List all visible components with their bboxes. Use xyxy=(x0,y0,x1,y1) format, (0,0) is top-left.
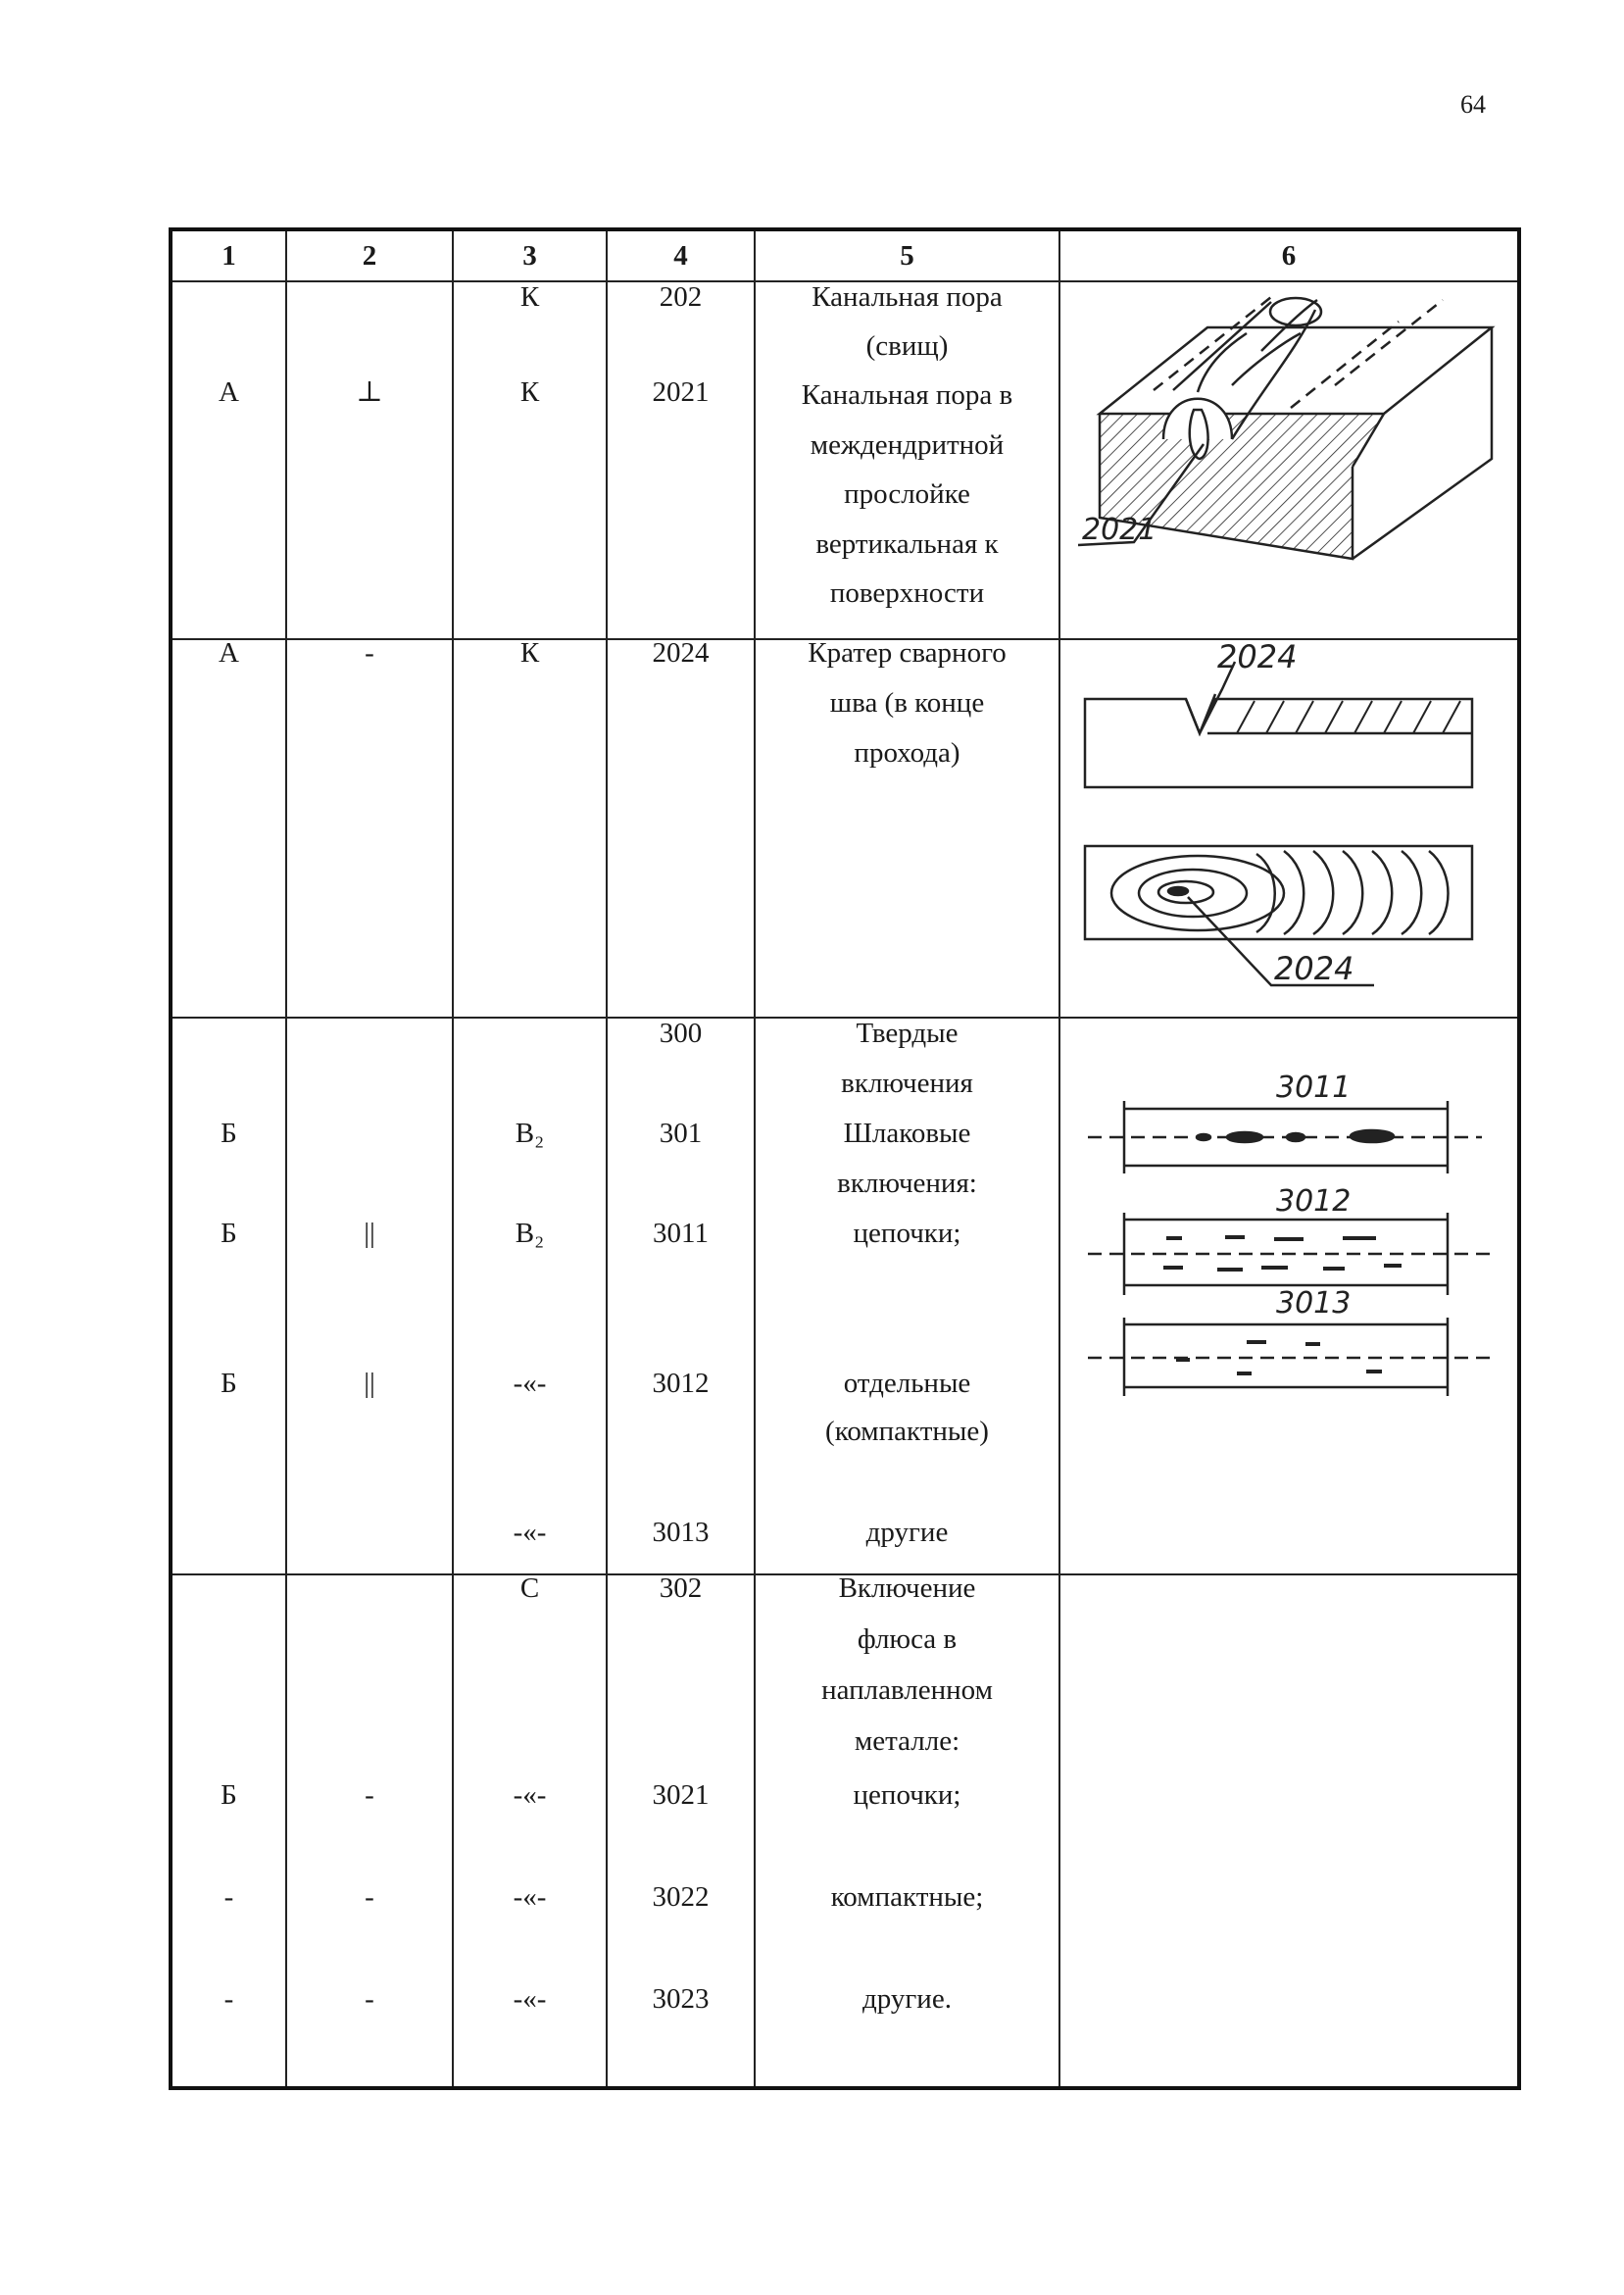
table-cell xyxy=(607,281,755,639)
table-cell xyxy=(453,639,607,1018)
table-cell xyxy=(171,1018,286,1574)
cell-text: другие. xyxy=(862,1983,952,2015)
cell-text: Канальная пора в xyxy=(801,379,1013,411)
cell-text: отдельные xyxy=(843,1368,971,1399)
cell-text: поверхности xyxy=(829,577,985,609)
table-cell xyxy=(286,1018,453,1574)
table-cell xyxy=(171,639,286,1018)
cell-text: другие xyxy=(865,1517,949,1548)
table-cell xyxy=(607,639,755,1018)
cell-text: К xyxy=(519,637,540,669)
table-cell xyxy=(607,1018,755,1574)
cell-text: Включение xyxy=(838,1572,976,1604)
cell-text: 202 xyxy=(659,281,703,313)
table-row xyxy=(171,1574,1519,2088)
cell-text: цепочки; xyxy=(853,1779,961,1811)
page-number: 64 xyxy=(1460,90,1486,119)
figure-label: 2024 xyxy=(1217,640,1298,675)
table-cell xyxy=(286,281,453,639)
cell-text: В₂ xyxy=(515,1218,545,1249)
cell-text: 3011 xyxy=(653,1218,709,1249)
cell-text: прохода) xyxy=(854,737,960,769)
table-cell xyxy=(286,1574,453,2088)
cell-text: - xyxy=(365,1983,374,2015)
table-row xyxy=(171,639,1519,1018)
cell-text: Канальная пора xyxy=(812,281,1003,313)
cell-text: В₂ xyxy=(515,1118,545,1149)
cell-text: Кратер сварного xyxy=(808,637,1007,669)
header-cell: 1 xyxy=(171,229,286,281)
table-cell xyxy=(755,639,1059,1018)
table-header-row xyxy=(171,229,1519,281)
cell-text: шва (в конце xyxy=(829,687,985,719)
cell-text: 302 xyxy=(659,1572,703,1604)
cell-text: металле: xyxy=(854,1725,960,1757)
cell-text: (свищ) xyxy=(865,330,949,362)
table-cell xyxy=(755,281,1059,639)
cell-text: 301 xyxy=(659,1118,703,1149)
cell-text: включения xyxy=(841,1068,973,1099)
cell-text: ⊥ xyxy=(356,376,383,408)
figure-cell xyxy=(1059,639,1519,1018)
slag-inclusions-sketch xyxy=(1060,1019,1516,1572)
cell-text: - xyxy=(223,1881,234,1913)
figure-label: 2024 xyxy=(1274,950,1354,987)
cell-text: цепочки; xyxy=(853,1218,961,1249)
channel-pore-sketch xyxy=(1060,282,1516,636)
header-cell: 4 xyxy=(607,229,755,281)
cell-text: -«- xyxy=(513,1983,547,2015)
cell-text: прослойке xyxy=(844,478,970,510)
cell-text: К xyxy=(519,376,540,408)
cell-text: компактные; xyxy=(830,1881,984,1913)
cell-text: 2021 xyxy=(652,376,710,408)
table-cell xyxy=(755,1574,1059,2088)
cell-text: 3022 xyxy=(652,1881,710,1913)
cell-text: - xyxy=(223,1983,234,2015)
table-row xyxy=(171,281,1519,639)
header-cell: 6 xyxy=(1059,229,1519,281)
cell-text: вертикальная к xyxy=(815,528,999,560)
cell-text: 300 xyxy=(659,1018,703,1049)
cell-text: наплавленном xyxy=(821,1674,993,1706)
table-cell xyxy=(171,281,286,639)
table-cell xyxy=(453,1018,607,1574)
header-cell: 2 xyxy=(286,229,453,281)
figure-label: 3011 xyxy=(1276,1071,1352,1105)
cell-text: Твердые xyxy=(856,1018,959,1049)
table-cell xyxy=(286,639,453,1018)
cell-text: || xyxy=(364,1218,375,1249)
crater-sketch xyxy=(1060,640,1516,1015)
cell-text: 2024 xyxy=(652,637,710,669)
cell-text: К xyxy=(519,281,540,313)
cell-text: 3023 xyxy=(652,1983,710,2015)
table-cell xyxy=(453,281,607,639)
table-cell xyxy=(755,1018,1059,1574)
cell-text: - xyxy=(365,1881,374,1913)
cell-text: -«- xyxy=(513,1368,547,1399)
cell-text: С xyxy=(519,1572,540,1604)
cell-text: || xyxy=(364,1368,375,1399)
cell-text: -«- xyxy=(513,1881,547,1913)
cell-text: -«- xyxy=(513,1779,547,1811)
figure-cell xyxy=(1059,1018,1519,1574)
weld-defects-table xyxy=(169,227,1521,2090)
cell-text: флюса в xyxy=(857,1623,958,1655)
cell-text: 3021 xyxy=(652,1779,710,1811)
table-row xyxy=(171,1018,1519,1574)
figure-label: 2021 xyxy=(1082,513,1157,547)
cell-text: 3012 xyxy=(652,1368,710,1399)
table-cell xyxy=(171,1574,286,2088)
empty-figure-cell xyxy=(1059,1574,1519,2088)
cell-text: Шлаковые xyxy=(843,1118,971,1149)
cell-text: (компактные) xyxy=(825,1416,989,1447)
cell-text: - xyxy=(365,1779,374,1811)
table-cell xyxy=(453,1574,607,2088)
cell-text: Б xyxy=(221,1118,237,1149)
figure-label: 3012 xyxy=(1276,1184,1352,1219)
cell-text: 3013 xyxy=(652,1517,710,1548)
cell-text: Б xyxy=(221,1779,237,1811)
figure-label: 3013 xyxy=(1276,1286,1352,1321)
cell-text: А xyxy=(219,376,239,408)
header-cell: 3 xyxy=(453,229,607,281)
cell-text: включения: xyxy=(837,1168,977,1199)
cell-text: Б xyxy=(221,1218,237,1249)
figure-cell xyxy=(1059,281,1519,639)
cell-text: -«- xyxy=(513,1517,547,1548)
cell-text: - xyxy=(365,637,374,669)
header-cell: 5 xyxy=(755,229,1059,281)
table-cell xyxy=(607,1574,755,2088)
cell-text: междендритной xyxy=(810,429,1005,461)
cell-text: Б xyxy=(221,1368,237,1399)
cell-text: А xyxy=(219,637,239,669)
